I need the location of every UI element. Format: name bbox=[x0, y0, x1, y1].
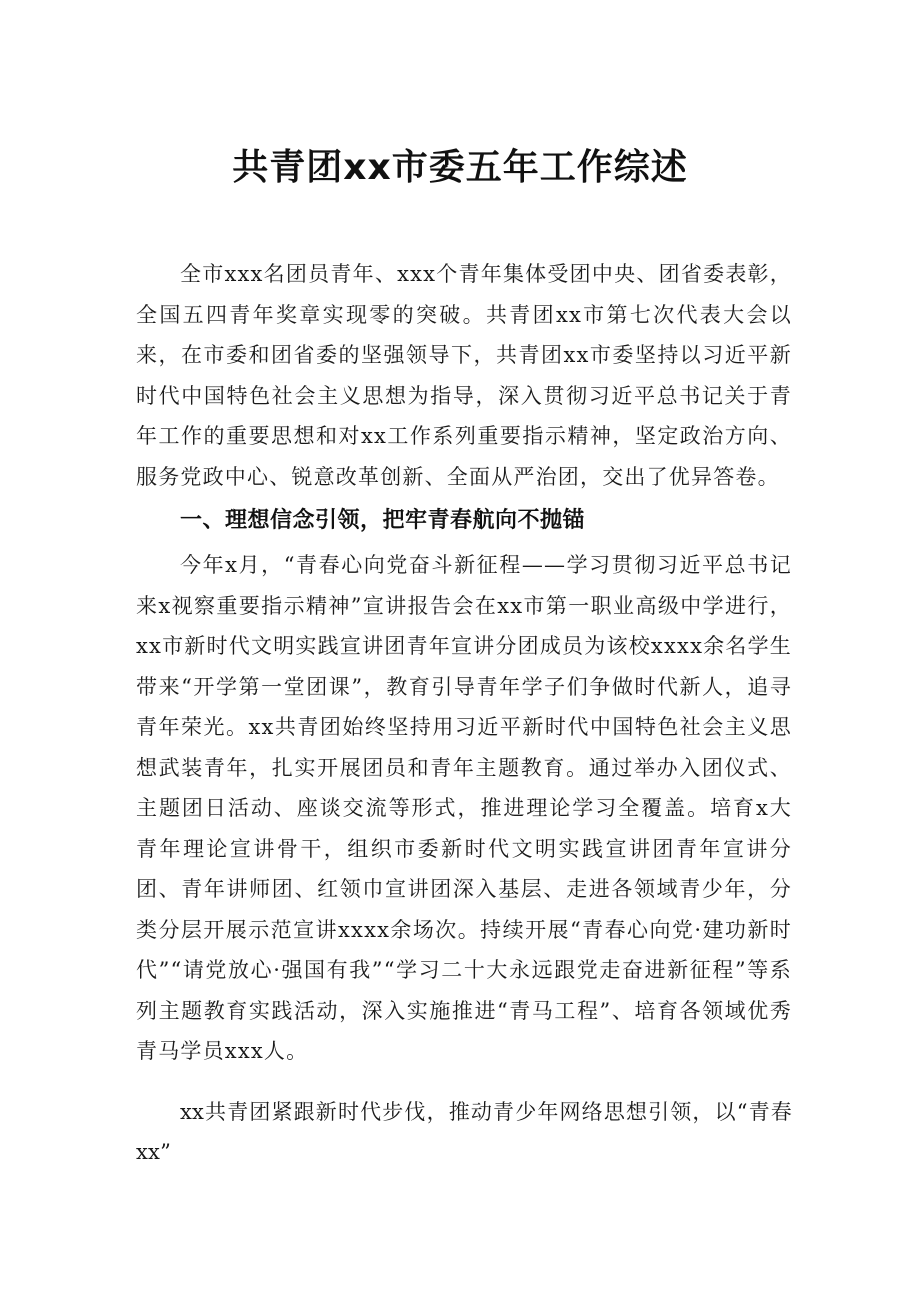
section-1-heading: 一、理想信念引领，把牢青春航向不抛锚 bbox=[180, 508, 586, 533]
section-1-paragraph-1: 今年x月，“青春心向党奋斗新征程——学习贯彻习近平总书记来x视察重要指示精神”宣讲报告会在xx市第一职业高级中学进行，xx市新时代文明实践宣讲团青年宣讲分团成员为该校xxxx余名学生带来“开学第一堂团课”，教育引导青年学子们争做时代新人，追寻青年荣光。xx共青团始终坚持用习近平新时代中国特色社会主义思想武装青年，扎实开展团员和青年主题教育。通过举办入团仪式、主题团日活动、座谈交流等形式，推进理论学习全覆盖。培育x大青年理论宣讲骨干，组织市委新时代文明实践宣讲团青年宣讲分团、青年讲师团、红领巾宣讲团深入基层、走进各领域青少年，分类分层开展示范宣讲xxxx余场次。持续开展“青春心向党·建功新时代”“请党放心·强国有我”“学习二十大永远跟党走奋进新征程”等系列主题教育实践活动，深入实施推进“青马工程”、培育各领域优秀青马学员xxx人。 bbox=[136, 553, 792, 1063]
intro-paragraph: 全市xxx名团员青年、xxx个青年集体受团中央、团省委表彰，全国五四青年奖章实现零的突破。共青团xx市第七次代表大会以来，在市委和团省委的坚强领导下，共青团xx市委坚持以习近平新时代中国特色社会主义思想为指导，深入贯彻习近平总书记关于青年工作的重要思想和对xx工作系列重要指示精神，坚定政治方向、服务党政中心、锐意改革创新、全面从严治团，交出了优异答卷。 bbox=[136, 262, 792, 489]
paragraph-gap bbox=[136, 1072, 792, 1092]
document-body bbox=[136, 254, 792, 1173]
document-title: 共青团xx市委五年工作综述 bbox=[232, 147, 688, 188]
section-1-paragraph-2: xx共青团紧跟新时代步伐，推动青少年网络思想引领，以“青春xx” bbox=[136, 1099, 792, 1164]
